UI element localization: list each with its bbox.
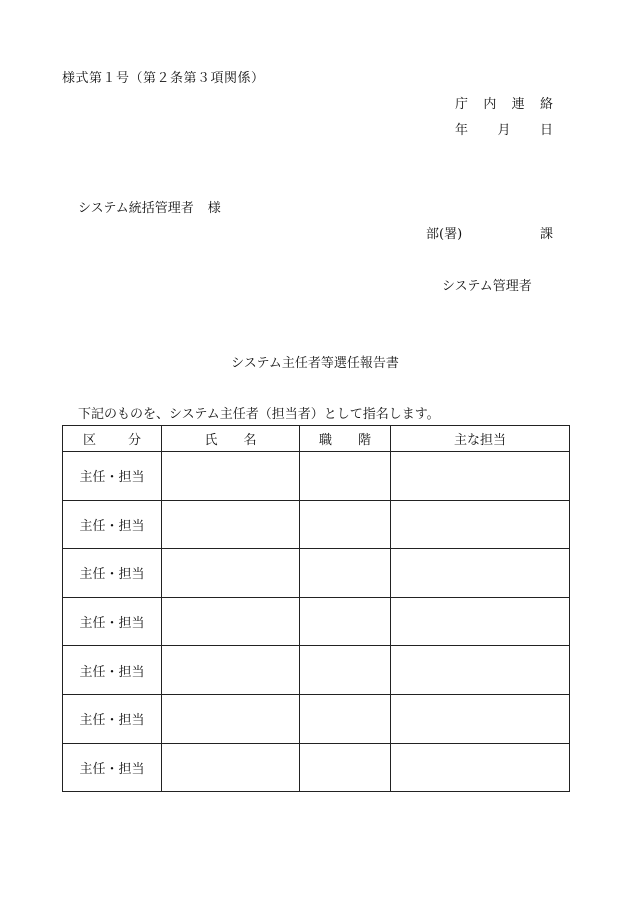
- table-row: [63, 743, 570, 792]
- header-duty: 主な担当: [391, 426, 570, 452]
- rank-cell[interactable]: [300, 597, 391, 646]
- department-line: [426, 223, 553, 242]
- duty-cell[interactable]: [391, 694, 570, 743]
- date-month-label: 月: [497, 123, 511, 138]
- duty-cell[interactable]: [391, 452, 570, 501]
- header-name: [162, 426, 300, 452]
- header-category-char: 区: [83, 433, 97, 448]
- duty-cell[interactable]: [391, 646, 570, 695]
- duty-cell[interactable]: [391, 743, 570, 792]
- header-rank: [300, 426, 391, 452]
- name-cell[interactable]: [162, 743, 300, 792]
- sender-title: システム管理者: [442, 279, 532, 294]
- category-cell: 主任・担当: [63, 549, 162, 598]
- rank-cell[interactable]: [300, 694, 391, 743]
- notice-char: 内: [483, 97, 497, 112]
- duty-cell[interactable]: [391, 549, 570, 598]
- table-header-row: [63, 426, 570, 452]
- date-line: [455, 119, 553, 138]
- header-rank-char: 階: [357, 433, 371, 448]
- table-row: [63, 549, 570, 598]
- section-label: 課: [539, 227, 553, 242]
- date-year-label: 年: [455, 123, 469, 138]
- rank-cell[interactable]: [300, 743, 391, 792]
- header-name-char: 名: [243, 433, 257, 448]
- header-name-char: 氏: [204, 433, 218, 448]
- addressee: [78, 197, 221, 216]
- internal-notice-label: [455, 93, 553, 112]
- name-cell[interactable]: [162, 646, 300, 695]
- addressee-honorific: 様: [207, 201, 221, 216]
- rank-cell[interactable]: [300, 646, 391, 695]
- rank-cell[interactable]: [300, 500, 391, 549]
- date-day-label: 日: [539, 123, 553, 138]
- table-row: [63, 597, 570, 646]
- header-rank-char: 職: [319, 433, 333, 448]
- table-row: [63, 452, 570, 501]
- staff-table: [62, 425, 570, 792]
- category-cell: 主任・担当: [63, 646, 162, 695]
- name-cell[interactable]: [162, 500, 300, 549]
- category-cell: 主任・担当: [63, 743, 162, 792]
- name-cell[interactable]: [162, 549, 300, 598]
- table-row: [63, 500, 570, 549]
- category-cell: 主任・担当: [63, 597, 162, 646]
- category-cell: 主任・担当: [63, 694, 162, 743]
- category-cell: 主任・担当: [63, 500, 162, 549]
- department-label: 部(署): [426, 227, 463, 242]
- name-cell[interactable]: [162, 452, 300, 501]
- addressee-name: システム統括管理者: [78, 201, 194, 216]
- notice-char: 庁: [455, 97, 469, 112]
- notice-char: 絡: [539, 97, 553, 112]
- table-row: [63, 646, 570, 695]
- intro-text: 下記のものを、システム主任者（担当者）として指名します。: [78, 407, 440, 422]
- category-cell: 主任・担当: [63, 452, 162, 501]
- form-number: 様式第１号（第２条第３項関係）: [62, 71, 265, 86]
- duty-cell[interactable]: [391, 597, 570, 646]
- rank-cell[interactable]: [300, 452, 391, 501]
- notice-char: 連: [511, 97, 525, 112]
- name-cell[interactable]: [162, 597, 300, 646]
- rank-cell[interactable]: [300, 549, 391, 598]
- name-cell[interactable]: [162, 694, 300, 743]
- report-title: システム主任者等選任報告書: [231, 356, 399, 371]
- header-category: [63, 426, 162, 452]
- table-row: [63, 694, 570, 743]
- header-category-char: 分: [127, 433, 141, 448]
- duty-cell[interactable]: [391, 500, 570, 549]
